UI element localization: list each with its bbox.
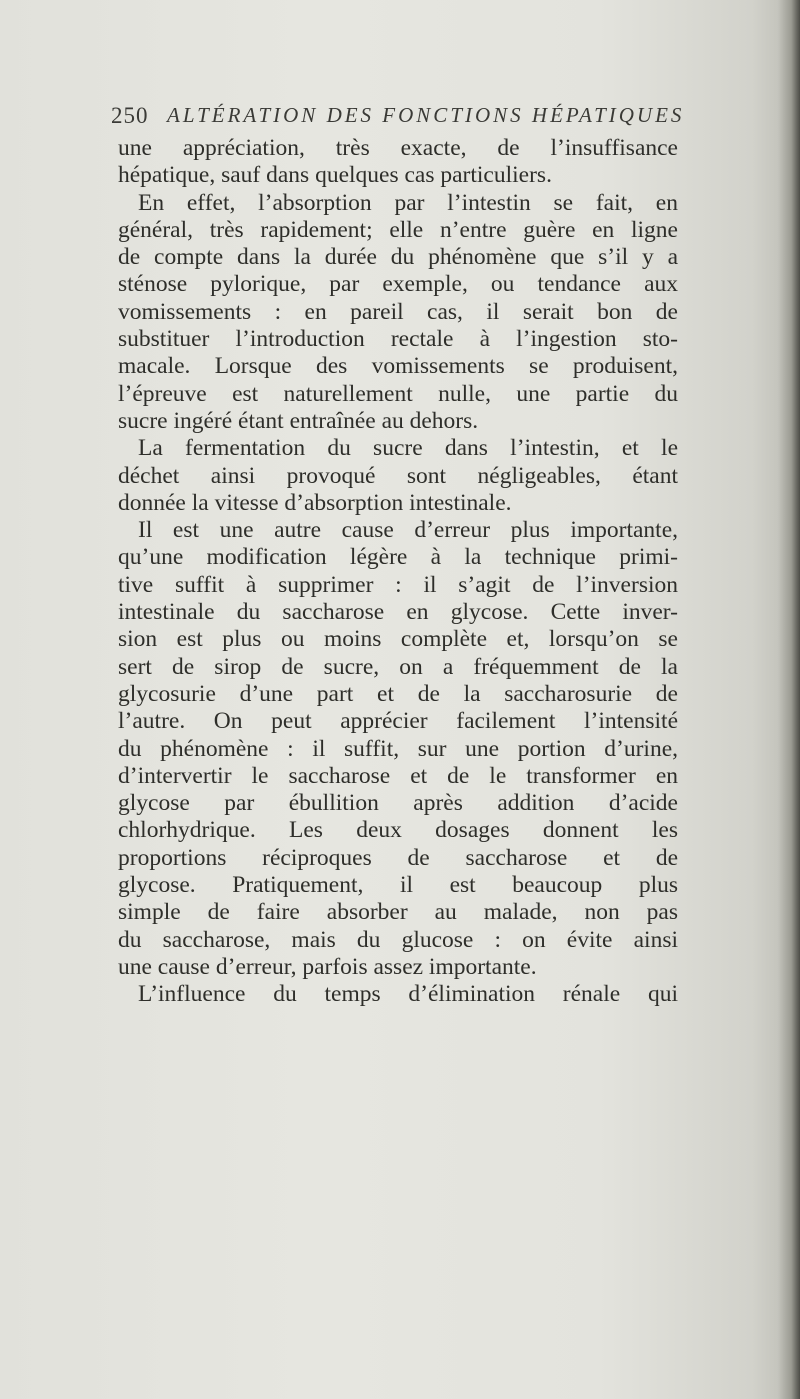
text-line: du saccharose, mais du glucose : on évite ainsi bbox=[118, 926, 678, 953]
body-text bbox=[118, 135, 678, 1009]
text-line: simple de faire absorber au malade, non pas bbox=[118, 899, 678, 926]
text-line: tive suffit à supprimer : il s’agit de l’inversion bbox=[118, 571, 678, 598]
text-line: chlorhydrique. Les deux dosages donnent les bbox=[118, 817, 678, 844]
text-line: La fermentation du sucre dans l’intestin, et le bbox=[138, 435, 678, 462]
text-line: l’autre. On peut apprécier facilement l’intensité bbox=[118, 708, 678, 735]
text-line: sucre ingéré étant entraînée au dehors. bbox=[118, 407, 479, 434]
running-title: ALTÉRATION DES FONCTIONS HÉPATIQUES bbox=[167, 103, 685, 127]
text-line: sion est plus ou moins complète et, lorsqu’on se bbox=[118, 626, 678, 653]
text-line: sténose pylorique, par exemple, ou tendance aux bbox=[118, 271, 678, 298]
text-line: qu’une modification légère à la technique primi- bbox=[118, 544, 678, 571]
text-line: l’épreuve est naturellement nulle, une partie du bbox=[118, 380, 678, 407]
text-line: vomissements : en pareil cas, il serait bon de bbox=[118, 298, 678, 325]
page-number: 250 bbox=[111, 103, 149, 128]
text-line: glycosurie d’une part et de la saccharosurie de bbox=[118, 680, 678, 707]
running-head bbox=[111, 103, 685, 133]
text-line: glycose par ébullition après addition d’acide bbox=[118, 790, 678, 817]
text-line: substituer l’introduction rectale à l’ingestion sto- bbox=[118, 326, 678, 353]
text-line: intestinale du saccharose en glycose. Cette inver- bbox=[118, 599, 678, 626]
text-line: L’influence du temps d’élimination rénale qui bbox=[138, 981, 678, 1008]
text-line: En effet, l’absorption par l’intestin se fait, en bbox=[138, 189, 678, 216]
text-line: macale. Lorsque des vomissements se produisent, bbox=[118, 353, 678, 380]
text-line: d’intervertir le saccharose et de le transformer en bbox=[118, 762, 678, 789]
text-line: Il est une autre cause d’erreur plus importante, bbox=[138, 517, 678, 544]
text-line: hépatique, sauf dans quelques cas particuliers. bbox=[118, 162, 552, 189]
text-line: sert de sirop de sucre, on a fréquemment de la bbox=[118, 653, 678, 680]
text-line: une appréciation, très exacte, de l’insuffisance bbox=[118, 135, 678, 161]
text-line: du phénomène : il suffit, sur une portion d’urine, bbox=[118, 735, 678, 762]
text-line: proportions réciproques de saccharose et de bbox=[118, 844, 678, 871]
text-line: de compte dans la durée du phénomène que s’il y a bbox=[118, 244, 678, 271]
text-line: une cause d’erreur, parfois assez importante. bbox=[118, 953, 537, 980]
text-line: glycose. Pratiquement, il est beaucoup plus bbox=[118, 872, 678, 899]
text-line: déchet ainsi provoqué sont négligeables, étant bbox=[118, 462, 678, 489]
text-line: général, très rapidement; elle n’entre guère en ligne bbox=[118, 216, 678, 243]
text-line: donnée la vitesse d’absorption intestinale. bbox=[118, 489, 512, 516]
